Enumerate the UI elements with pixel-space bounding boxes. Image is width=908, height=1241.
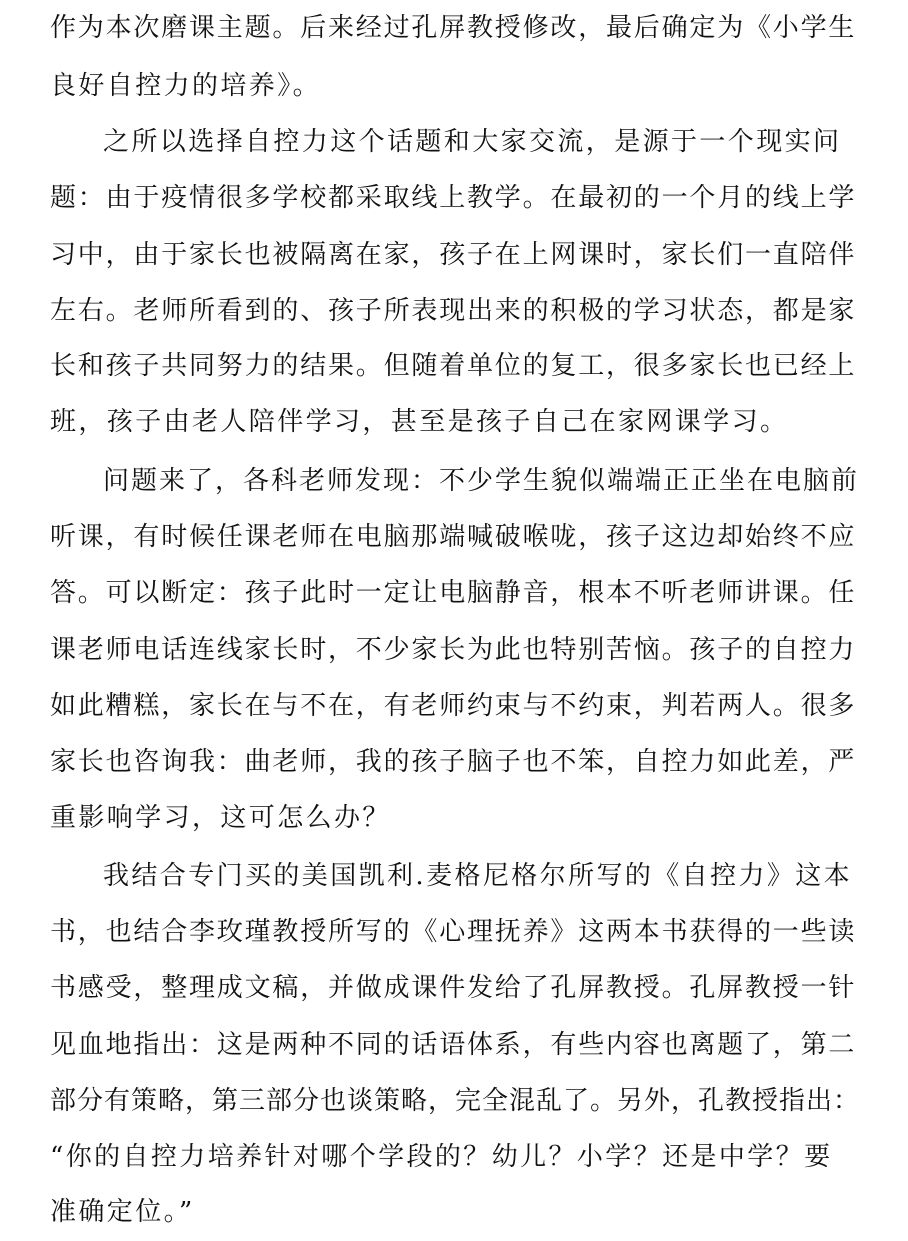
text-line-14: 家长也咨询我：曲老师，我的孩子脑子也不笨，自控力如此差，严 xyxy=(50,747,857,777)
text-line-1: 作为本次磨课主题。后来经过孔屏教授修改，最后确定为《小学生 xyxy=(50,13,857,43)
text-line-12: 课老师电话连线家长时，不少家长为此也特别苦恼。孩子的自控力 xyxy=(50,635,857,665)
text-line-3: 之所以选择自控力这个话题和大家交流，是源于一个现实问 xyxy=(103,127,842,157)
text-line-13: 如此糟糕，家长在与不在，有老师约束与不约束，判若两人。很多 xyxy=(50,691,857,721)
text-line-5: 习中，由于家长也被隔离在家，孩子在上网课时，家长们一直陪伴 xyxy=(50,240,857,270)
text-line-7: 长和孩子共同努力的结果。但随着单位的复工，很多家长也已经上 xyxy=(50,351,857,381)
text-line-22: 准确定位。” xyxy=(50,1197,195,1227)
text-line-21: “你的自控力培养针对哪个学段的？幼儿？小学？还是中学？要 xyxy=(50,1142,833,1172)
text-line-17: 书，也结合李玫瑾教授所写的《心理抚养》这两本书获得的一些读 xyxy=(50,917,857,947)
text-line-11: 答。可以断定：孩子此时一定让电脑静音，根本不听老师讲课。任 xyxy=(50,578,857,608)
text-line-15: 重影响学习，这可怎么办？ xyxy=(50,803,391,833)
text-line-9: 问题来了，各科老师发现：不少学生貌似端端正正坐在电脑前 xyxy=(103,466,860,496)
text-line-8: 班，孩子由老人陪伴学习，甚至是孩子自己在家网课学习。 xyxy=(50,407,789,437)
text-line-18: 书感受，整理成文稿，并做成课件发给了孔屏教授。孔屏教授一针 xyxy=(50,973,857,1003)
text-line-2: 良好自控力的培养》。 xyxy=(50,71,322,101)
text-line-10: 听课，有时候任课老师在电脑那端喊破喉咙，孩子这边却始终不应 xyxy=(50,522,857,552)
text-line-19: 见血地指出：这是两种不同的话语体系，有些内容也离题了，第二 xyxy=(50,1030,857,1060)
text-line-20: 部分有策略，第三部分也谈策略，完全混乱了。另外，孔教授指出： xyxy=(50,1086,861,1116)
text-line-4: 题：由于疫情很多学校都采取线上教学。在最初的一个月的线上学 xyxy=(50,183,857,213)
text-line-16: 我结合专门买的美国凯利.麦格尼格尔所写的《自控力》这本 xyxy=(103,861,853,891)
text-line-6: 左右。老师所看到的、孩子所表现出来的积极的学习状态，都是家 xyxy=(50,296,857,326)
